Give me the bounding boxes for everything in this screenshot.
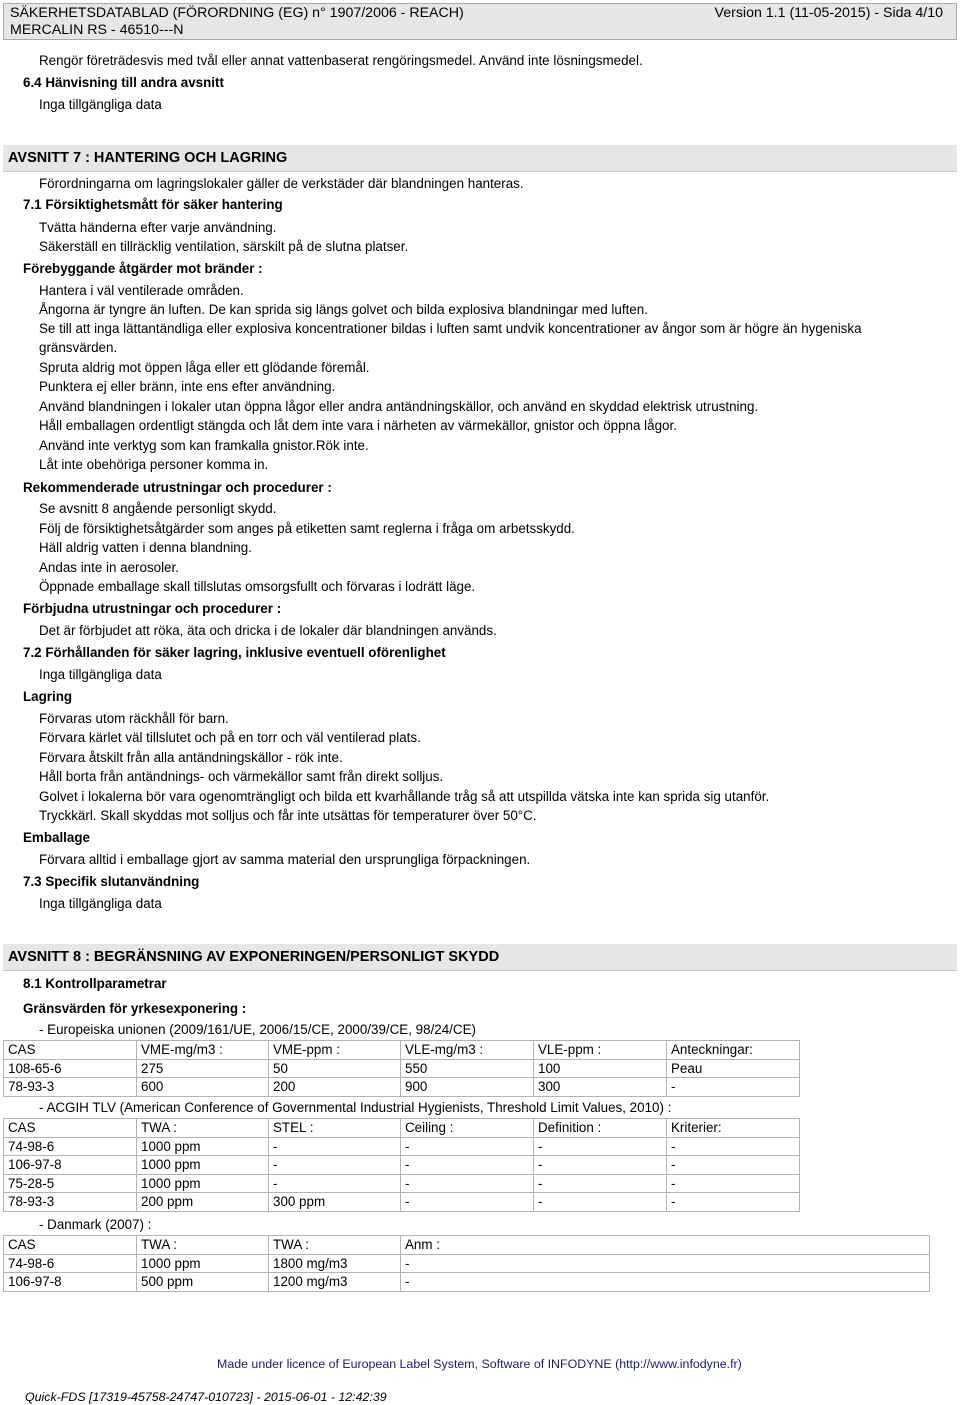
storage-heading: Lagring <box>23 689 73 704</box>
table-cell: - <box>534 1174 667 1193</box>
text-line: Förvara kärlet väl tillslutet och på en torr och väl ventilerad plats. <box>39 730 421 745</box>
text-line: gränsvärden. <box>39 340 118 355</box>
table-cell: - <box>667 1193 800 1212</box>
table-cell: - <box>667 1137 800 1156</box>
subsection-7-1-heading: 7.1 Försiktighetsmått för säker hantering <box>23 197 283 212</box>
text-line: Se avsnitt 8 angående personligt skydd. <box>39 501 277 516</box>
table-header-cell: Anteckningar: <box>667 1041 800 1060</box>
table-header-cell: CAS <box>4 1041 137 1060</box>
recommended-heading: Rekommenderade utrustningar och procedurer : <box>23 480 332 495</box>
text-line: Det är förbjudet att röka, äta och dricka i de lokaler där blandningen används. <box>39 623 497 638</box>
eu-limits-table <box>3 1040 800 1097</box>
text-line: Förvara alltid i emballage gjort av samma material den ursprungliga förpackningen. <box>39 852 531 867</box>
table-cell: - <box>667 1078 800 1097</box>
table-cell: 550 <box>401 1059 534 1078</box>
table-cell: - <box>401 1137 534 1156</box>
table-row <box>4 1137 800 1156</box>
table-cell: 500 ppm <box>137 1273 269 1292</box>
table-cell: - <box>269 1174 401 1193</box>
table-header-cell: Kriterier: <box>667 1119 800 1138</box>
header-version: Version 1.1 (11-05-2015) - Sida 4/10 <box>714 5 943 21</box>
table-header-cell: TWA : <box>269 1236 401 1255</box>
text-line: Se till att inga lättantändliga eller explosiva koncentrationer bildas i luften samt undvik koncentrationer av ångor som är högre än hygeniska <box>39 321 862 336</box>
acgih-table-caption: - ACGIH TLV (American Conference of Governmental Industrial Hygienists, Threshold Limit Values, 2010) : <box>39 1100 672 1115</box>
packaging-heading: Emballage <box>23 830 90 845</box>
table-cell: - <box>269 1156 401 1175</box>
table-header-cell: STEL : <box>269 1119 401 1138</box>
table-header-row <box>4 1041 800 1060</box>
text-line: Häll aldrig vatten i denna blandning. <box>39 540 252 555</box>
eu-table-body <box>4 1041 800 1097</box>
table-header-cell: Ceiling : <box>401 1119 534 1138</box>
text-line: Säkerställ en tillräcklig ventilation, särskilt på de slutna platser. <box>39 239 409 254</box>
table-cell: - <box>401 1174 534 1193</box>
table-row <box>4 1193 800 1212</box>
subsection-8-1-heading: 8.1 Kontrollparametrar <box>23 976 167 991</box>
table-row <box>4 1059 800 1078</box>
table-cell: 1000 ppm <box>137 1137 269 1156</box>
table-cell: - <box>534 1156 667 1175</box>
table-header-cell: VME-ppm : <box>269 1041 401 1060</box>
text-line: Använd blandningen i lokaler utan öppna lågor eller andra antändningskällor, och använd en skyddad elektrisk utrustning. <box>39 399 759 414</box>
table-cell: 75-28-5 <box>4 1174 137 1193</box>
footer-code: Quick-FDS [17319-45758-24747-010723] - 2015-06-01 - 12:42:39 <box>25 1390 387 1404</box>
header-title: SÄKERHETSDATABLAD (FÖRORDNING (EG) n° 1907/2006 - REACH) <box>10 5 464 21</box>
subsection-7-2-heading: 7.2 Förhållanden för säker lagring, inklusive eventuell oförenlighet <box>23 645 446 660</box>
table-header-cell: CAS <box>4 1236 137 1255</box>
subsection-7-3-text: Inga tillgängliga data <box>39 896 162 911</box>
subsection-7-2-text: Inga tillgängliga data <box>39 667 162 682</box>
table-row <box>4 1273 930 1292</box>
table-cell: 78-93-3 <box>4 1193 137 1212</box>
footer-licence: Made under licence of European Label System, Software of INFODYNE (http://www.infodyne.fr) <box>217 1357 742 1371</box>
table-cell: 300 <box>534 1078 667 1097</box>
table-cell: 275 <box>137 1059 269 1078</box>
table-header-cell: Definition : <box>534 1119 667 1138</box>
text-line: Tvätta händerna efter varje användning. <box>39 220 277 235</box>
text-line: Håll borta från antändnings- och värmekällor samt från direkt solljus. <box>39 769 444 784</box>
table-cell: 74-98-6 <box>4 1254 137 1273</box>
table-cell: 600 <box>137 1078 269 1097</box>
table-row <box>4 1078 800 1097</box>
table-cell: 106-97-8 <box>4 1156 137 1175</box>
text-line: Förvaras utom räckhåll för barn. <box>39 711 229 726</box>
table-cell: - <box>667 1174 800 1193</box>
table-cell: 1000 ppm <box>137 1254 269 1273</box>
text-line: Använd inte verktyg som kan framkalla gnistor.Rök inte. <box>39 438 369 453</box>
table-cell: 1000 ppm <box>137 1174 269 1193</box>
subsection-7-3-heading: 7.3 Specifik slutanvändning <box>23 874 200 889</box>
table-cell: 1200 mg/m3 <box>269 1273 401 1292</box>
table-cell: 1000 ppm <box>137 1156 269 1175</box>
forbidden-heading: Förbjudna utrustningar och procedurer : <box>23 601 282 616</box>
table-cell: 50 <box>269 1059 401 1078</box>
table-cell: - <box>534 1137 667 1156</box>
text-line: Golvet i lokalerna bör vara ogenomträngligt och bilda ett kvarhållande tråg så att utspillda vätska inte kan sprida sig utanför. <box>39 789 770 804</box>
table-header-row <box>4 1236 930 1255</box>
table-row <box>4 1156 800 1175</box>
table-cell: 200 <box>269 1078 401 1097</box>
acgih-limits-table <box>3 1118 800 1212</box>
text-line: Andas inte in aerosoler. <box>39 560 179 575</box>
table-cell: 300 ppm <box>269 1193 401 1212</box>
table-header-cell: TWA : <box>137 1236 269 1255</box>
table-row <box>4 1254 930 1273</box>
table-header-row <box>4 1119 800 1138</box>
document-header <box>3 3 957 40</box>
table-header-cell: VLE-mg/m3 : <box>401 1041 534 1060</box>
table-cell: - <box>401 1193 534 1212</box>
text-line: Tryckkärl. Skall skyddas mot solljus och får inte utsättas för temperaturer över 50°C. <box>39 808 537 823</box>
table-cell: 200 ppm <box>137 1193 269 1212</box>
subsection-6-4-text: Inga tillgängliga data <box>39 97 162 112</box>
text-line: Följ de försiktighetsåtgärder som anges på etiketten samt reglerna i fråga om arbetsskydd. <box>39 521 575 536</box>
table-header-cell: VME-mg/m3 : <box>137 1041 269 1060</box>
table-cell: - <box>401 1273 930 1292</box>
table-cell: - <box>401 1156 534 1175</box>
section-7-heading: AVSNITT 7 : HANTERING OCH LAGRING <box>3 145 957 172</box>
fire-prevention-heading: Förebyggande åtgärder mot bränder : <box>23 261 263 276</box>
header-product: MERCALIN RS - 46510---N <box>10 22 184 38</box>
section-7-intro: Förordningarna om lagringslokaler gäller de verkstäder där blandningen hanteras. <box>39 176 524 191</box>
table-cell: - <box>667 1156 800 1175</box>
table-cell: 108-65-6 <box>4 1059 137 1078</box>
table-cell: 100 <box>534 1059 667 1078</box>
table-cell: 1800 mg/m3 <box>269 1254 401 1273</box>
table-cell: - <box>534 1193 667 1212</box>
section-8-heading: AVSNITT 8 : BEGRÄNSNING AV EXPONERINGEN/PERSONLIGT SKYDD <box>3 944 957 971</box>
subsection-6-4-heading: 6.4 Hänvisning till andra avsnitt <box>23 75 224 90</box>
table-cell: Peau <box>667 1059 800 1078</box>
text-line: Punktera ej eller bränn, inte ens efter användning. <box>39 379 336 394</box>
table-header-cell: TWA : <box>137 1119 269 1138</box>
text-line: Låt inte obehöriga personer komma in. <box>39 457 269 472</box>
table-cell: 900 <box>401 1078 534 1097</box>
text-line: Förvara åtskilt från alla antändningskällor - rök inte. <box>39 750 343 765</box>
denmark-table-caption: - Danmark (2007) : <box>39 1217 152 1232</box>
table-row <box>4 1174 800 1193</box>
table-cell: 106-97-8 <box>4 1273 137 1292</box>
text-line: Öppnade emballage skall tillslutas omsorgsfullt och förvaras i lodrätt läge. <box>39 579 476 594</box>
cleaning-note: Rengör företrädesvis med tvål eller annat vattenbaserat rengöringsmedel. Använd inte lösningsmedel. <box>39 53 643 68</box>
exposure-limits-heading: Gränsvärden för yrkesexponering : <box>23 1001 247 1016</box>
table-cell: 74-98-6 <box>4 1137 137 1156</box>
text-line: Hantera i väl ventilerade områden. <box>39 283 244 298</box>
denmark-limits-table <box>3 1235 930 1292</box>
table-cell: - <box>401 1254 930 1273</box>
table-cell: 78-93-3 <box>4 1078 137 1097</box>
acgih-table-body <box>4 1119 800 1212</box>
table-cell: - <box>269 1137 401 1156</box>
text-line: Håll emballagen ordentligt stängda och låt dem inte vara i närheten av värmekällor, gnistor och öppna lågor. <box>39 418 677 433</box>
eu-table-caption: - Europeiska unionen (2009/161/UE, 2006/15/CE, 2000/39/CE, 98/24/CE) <box>39 1022 476 1037</box>
table-header-cell: CAS <box>4 1119 137 1138</box>
text-line: Ångorna är tyngre än luften. De kan sprida sig längs golvet och bilda explosiva blandningar med luften. <box>39 302 648 317</box>
table-header-cell: Anm : <box>401 1236 930 1255</box>
text-line: Spruta aldrig mot öppen låga eller ett glödande föremål. <box>39 360 370 375</box>
table-header-cell: VLE-ppm : <box>534 1041 667 1060</box>
denmark-table-body <box>4 1236 930 1292</box>
